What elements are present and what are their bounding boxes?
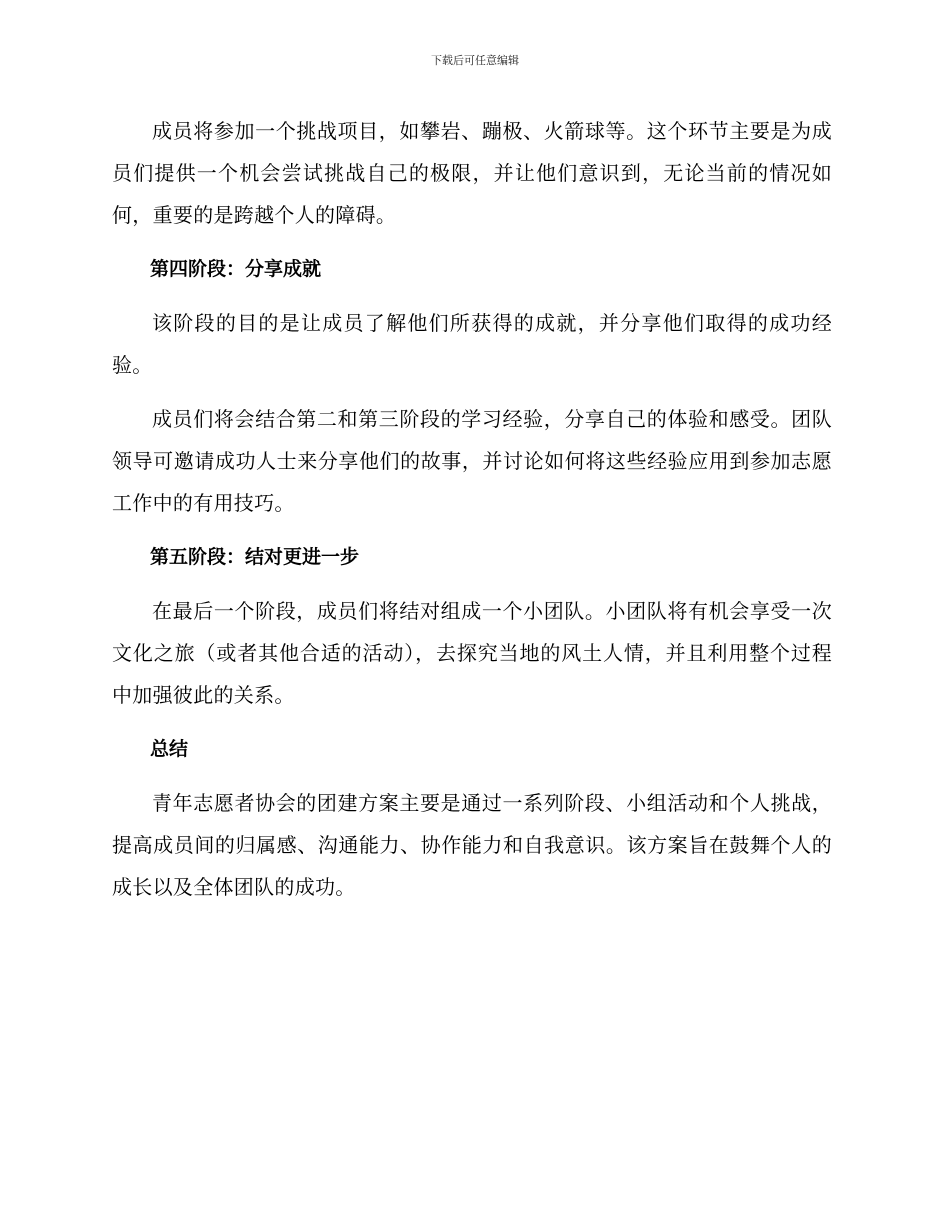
heading-stage-four: 第四阶段：分享成就 (150, 258, 322, 280)
paragraph-stage-four-sharing: 成员们将会结合第二和第三阶段的学习经验，分享自己的体验和感受。团队领导可邀请成功人士来分享他们的故事，并讨论如何将这些经验应用到参加志愿工作中的有用技巧。 (112, 407, 832, 515)
document-body (112, 110, 832, 920)
page-header: 下载后可任意编辑 (431, 54, 519, 67)
heading-summary: 总结 (150, 738, 189, 760)
heading-stage-five: 第五阶段：结对更进一步 (150, 546, 360, 568)
paragraph-stage-five: 在最后一个阶段，成员们将结对组成一个小团队。小团队将有机会享受一次文化之旅（或者其他合适的活动），去探究当地的风土人情，并且利用整个过程中加强彼此的关系。 (112, 599, 832, 707)
paragraph-summary: 青年志愿者协会的团建方案主要是通过一系列阶段、小组活动和个人挑战，提高成员间的归属感、沟通能力、协作能力和自我意识。该方案旨在鼓舞个人的成长以及全体团队的成功。 (112, 791, 832, 899)
paragraph-stage-four-goal: 该阶段的目的是让成员了解他们所获得的成就，并分享他们取得的成功经验。 (112, 311, 832, 377)
paragraph-challenge-project: 成员将参加一个挑战项目，如攀岩、蹦极、火箭球等。这个环节主要是为成员们提供一个机会尝试挑战自己的极限，并让他们意识到，无论当前的情况如何，重要的是跨越个人的障碍。 (112, 119, 832, 227)
